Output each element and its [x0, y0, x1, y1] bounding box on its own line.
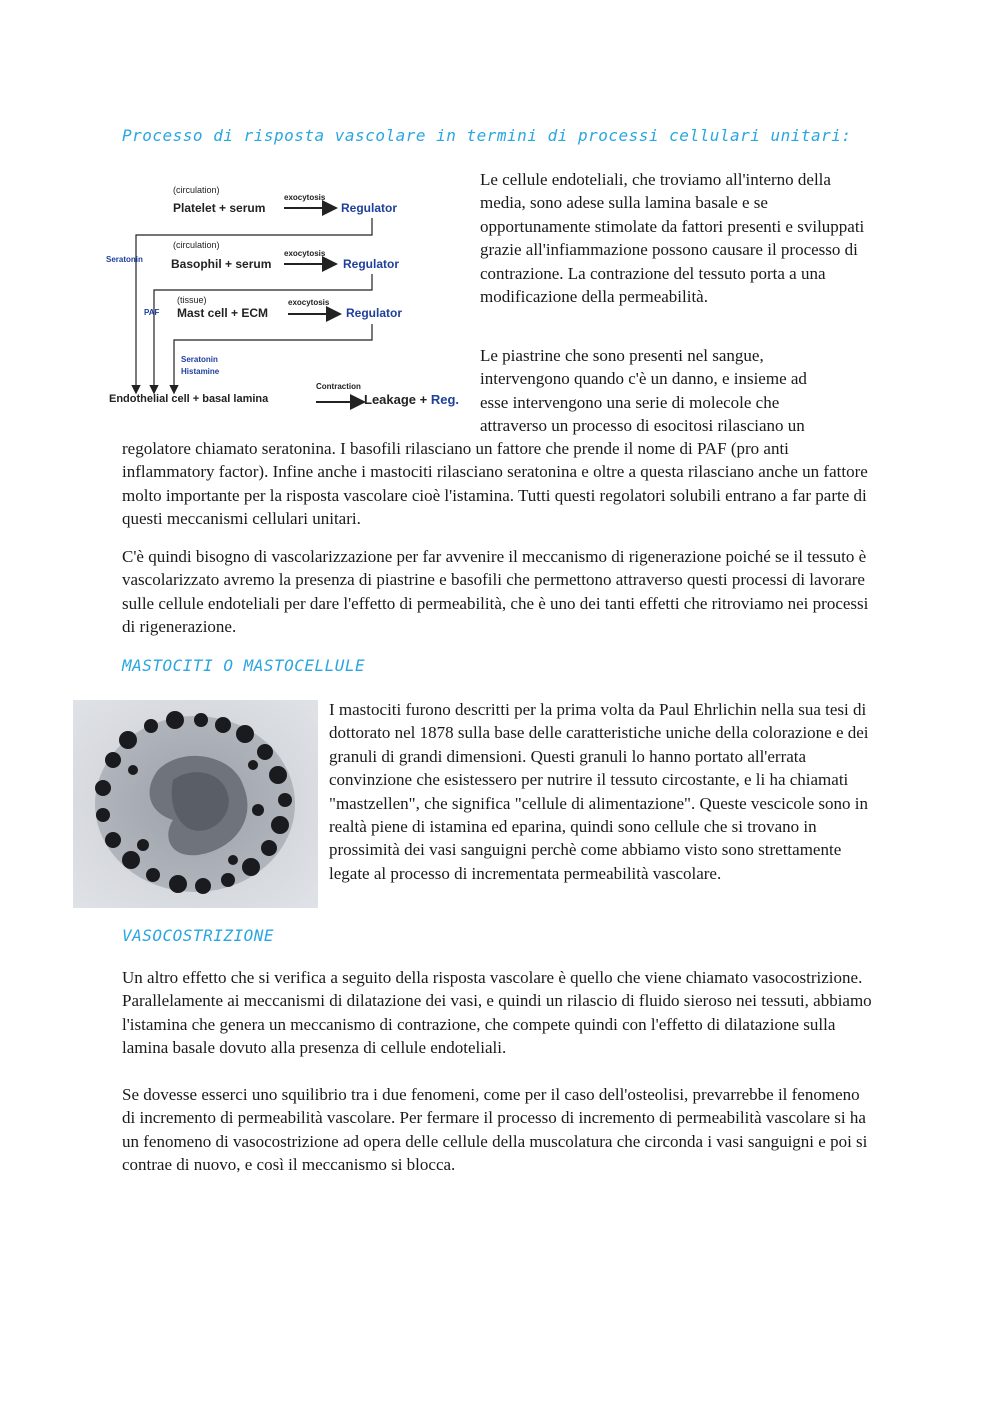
paragraph-vasoconstriction-1: Un altro effetto che si verifica a seguito della risposta vascolare è quello che viene chiamato vasocostrizione. Parallelamente ai meccanismi di dilatazione dei vasi, e quindi un rilascio di fluido sieroso nei tessuti, abbiamo l'istamina che genera un meccanismo di contrazione, che compete quindi con l'effetto di dilatazione sulla lamina basale dovuto alla presenza di cellule endoteliali.	[122, 968, 872, 1058]
row1-process: exocytosis	[284, 193, 326, 202]
section-heading-vasoconstriction: VASOCOSTRIZIONE	[122, 926, 274, 945]
row1-result: Regulator	[341, 201, 398, 215]
paragraph-mastocytes: I mastociti furono descritti per la prima volta da Paul Ehrlichin nella sua tesi di dottorato nel 1878 sulla base delle caratteristiche uniche della colorazione e dei granuli di grandi dimensioni. Questi granuli lo hanno portato all'errata convinzione che esistessero per nutrire il tessuto circostante, e li ha chiamati "mastzellen", che significa "cellule di alimentazione". Queste vescicole sono in realtà piene di istamina ed eparina, quindi sono cellule che si trovano in prossimità dei vasi sanguigni perchè come abbiamo visto sono strettamente legate al processo di incrementata permeabilità vascolare.	[329, 700, 869, 883]
row2-source: Basophil + serum	[171, 257, 272, 271]
row1-source: Platelet + serum	[173, 201, 266, 215]
text-line: intervengono quando c'è un danno, e insieme ad	[480, 369, 807, 389]
row2-process: exocytosis	[284, 249, 326, 258]
bottom-source: Endothelial cell + basal lamina	[109, 393, 269, 405]
svg-text:Leakage + Reg.	[364, 392, 459, 407]
row2-context: (circulation)	[173, 240, 220, 250]
paragraph-platelets-start	[480, 344, 890, 438]
row1-context: (circulation)	[173, 185, 220, 195]
bottom-process: Contraction	[316, 382, 361, 391]
bottom-result-reg: Reg.	[430, 392, 460, 407]
label-seratonin-left: Seratonin	[106, 255, 143, 264]
mast-cell-micrograph	[73, 700, 318, 908]
label-seratonin-2: Seratonin	[181, 355, 218, 364]
text-line: esse intervengono una serie di molecole che	[480, 392, 780, 412]
paragraph-vascularization: C'è quindi bisogno di vascolarizzazione per far avvenire il meccanismo di rigenerazione poiché se il tessuto è vascolarizzato avremo la presenza di piastrine e basofili che permettono attraverso questi processi di lavorare sulle cellule endoteliali per dare l'effetto di permeabilità, che è uno dei tanti effetti che ritroviamo nei processi di rigenerazione.	[122, 547, 869, 637]
row3-context: (tissue)	[177, 295, 207, 305]
section-heading-mastocytes: MASTOCITI O MASTOCELLULE	[122, 656, 366, 675]
section-heading-vascular-response: Processo di risposta vascolare in termini di processi cellulari unitari:	[122, 126, 852, 145]
vascular-response-diagram	[104, 180, 474, 420]
paragraph-endothelial: Le cellule endoteliali, che troviamo all'interno della media, sono adese sulla lamina basale e se opportunamente stimolate da fattori presenti e sviluppati grazie all'infiammazione possono causare il processo di contrazione. La contrazione del tessuto porta a una modificazione della permeabilità.	[480, 170, 865, 307]
row3-source: Mast cell + ECM	[177, 306, 269, 320]
text-line: Le piastrine che sono presenti nel sangue,	[480, 346, 764, 365]
paragraph-platelets-rest: regolatore chiamato seratonina. I basofili rilasciano un fattore che prende il nome di PAF (pro anti inflammatory factor). Infine anche i mastociti rilasciano seratonina e oltre a questa rilasciano anche un fattore molto importante per la risposta vascolare cioè l'istamina. Tutti questi regolatori solubili entrano a far parte di questi meccanismi cellulari unitari.	[122, 439, 868, 529]
diagram-svg	[104, 180, 474, 420]
paragraph-vasoconstriction-2: Se dovesse esserci uno squilibrio tra i due fenomeni, come per il caso dell'osteolisi, prevarrebbe il fenomeno di incremento di permeabilità vascolare. Per fermare il processo di incremento di permeabilità vascolare si ha un fenomeno di vasocostrizione ad opera delle cellule della muscolatura che circonda i vasi sanguigni e poi si contrae di nuovo, e così il meccanismo si blocca.	[122, 1085, 868, 1175]
row3-result: Regulator	[346, 306, 403, 320]
row2-result: Regulator	[343, 257, 400, 271]
bottom-result-leakage: Leakage +	[364, 392, 431, 407]
text-line: attraverso un processo di esocitosi rilasciano un	[480, 416, 805, 436]
label-paf: PAF	[144, 308, 160, 317]
label-histamine: Histamine	[181, 367, 220, 376]
row3-process: exocytosis	[288, 298, 330, 307]
